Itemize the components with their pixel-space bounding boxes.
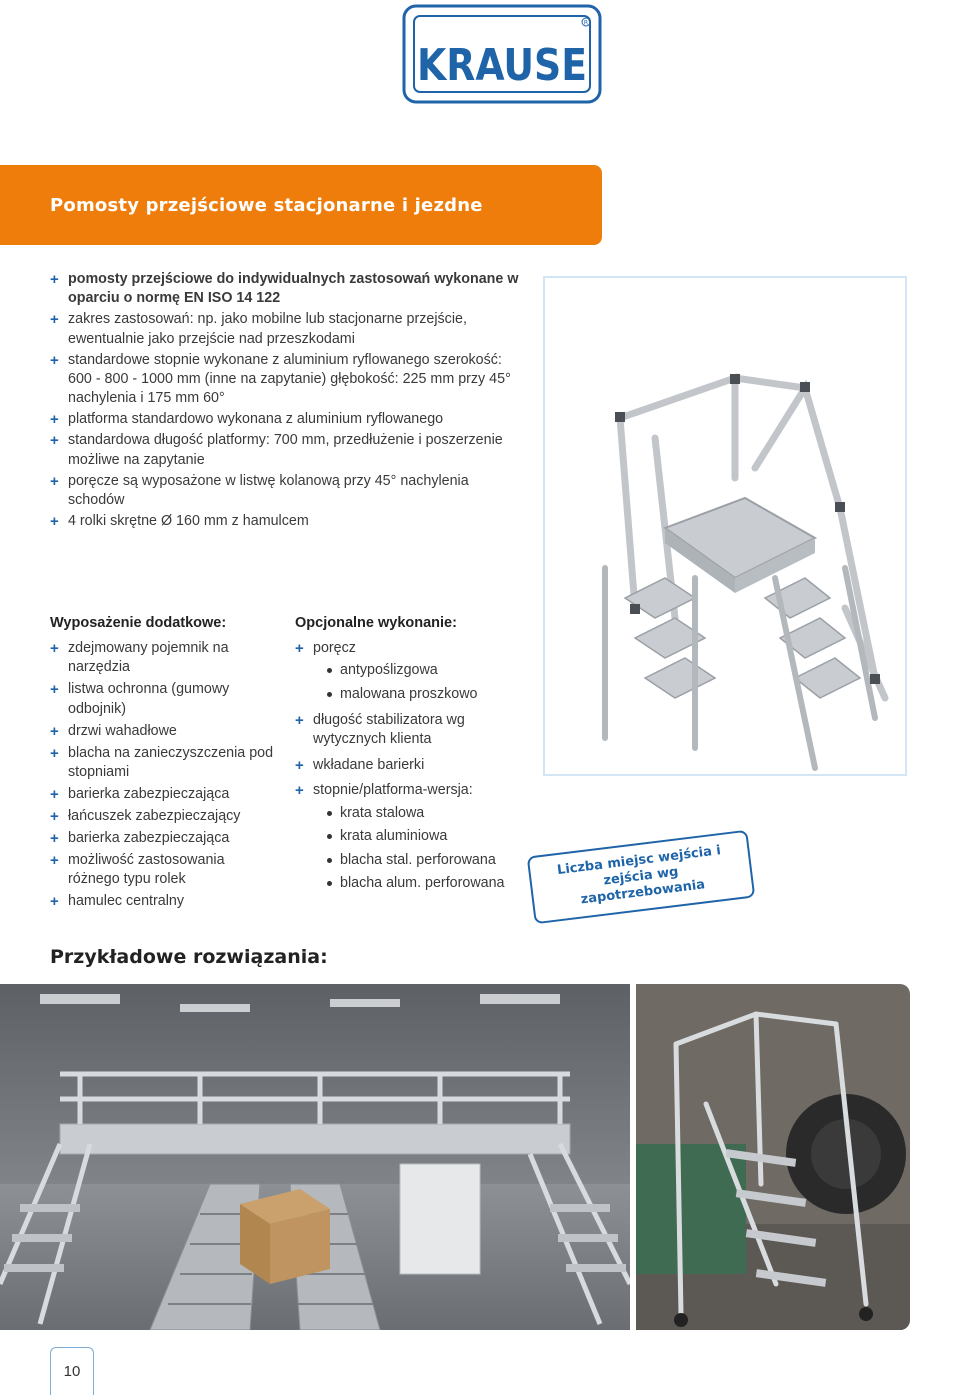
brand-logo [402, 4, 602, 104]
plus-icon: + [295, 782, 304, 800]
list-item: + stopnie/platforma-wersja: krata stalowa krata aluminiowa blacha stal. perforowana blacha alum. perforowana [295, 781, 525, 894]
plus-icon: + [50, 640, 59, 657]
plus-icon: + [50, 271, 59, 288]
plus-icon: + [50, 351, 59, 369]
sub-item: krata stalowa [340, 803, 525, 824]
feature-item: + standardowe stopnie wykonane z aluminium ryflowanego szerokość: 600 - 800 - 1000 mm (inne na zapytanie) głębokość: 225 mm przy 45° nachylenia i 175 mm 60° [50, 351, 511, 407]
list-item: + drzwi wahadłowe [50, 722, 177, 740]
page-number: 10 [63, 1363, 81, 1380]
example-photo-mobile-stairs [636, 984, 910, 1330]
badge-text: Liczba miejsc wejścia i zejścia wg zapotrzebowania [556, 843, 722, 908]
list-item: + barierka zabezpieczająca [50, 829, 230, 847]
list-item: + hamulec centralny [50, 892, 185, 910]
plus-icon: + [50, 311, 59, 329]
examples-heading: Przykładowe rozwiązania: [50, 946, 328, 968]
plus-icon: + [50, 785, 59, 803]
list-item: + barierka zabezpieczająca [50, 785, 230, 803]
list-item: + zdejmowany pojemnik na narzędzia [50, 640, 229, 676]
brand-logo-text: KRAUSE [417, 40, 587, 91]
plus-icon: + [50, 432, 59, 450]
plus-icon: + [50, 512, 59, 530]
info-badge [527, 830, 756, 925]
plus-icon: + [50, 829, 59, 847]
options-section [295, 615, 525, 900]
feature-item: + pomosty przejściowe do indywidualnych zastosowań wykonane w oparciu o normę EN ISO 14 122 [50, 271, 519, 307]
list-item: + wkładane barierki [295, 756, 425, 774]
sub-item: blacha stal. perforowana [340, 850, 525, 871]
plus-icon: + [50, 851, 59, 869]
list-item: + możliwość zastosowania różnego typu rolek [50, 851, 225, 887]
feature-item: + 4 rolki skrętne Ø 160 mm z hamulcem [50, 512, 309, 530]
page-number-tab [50, 1347, 94, 1395]
example-photo-conveyor-bridge [0, 984, 630, 1330]
page-title: Pomosty przejściowe stacjonarne i jezdne [50, 195, 483, 216]
options-heading: Opcjonalne wykonanie: [295, 615, 457, 631]
plus-icon: + [50, 472, 59, 490]
plus-icon: + [50, 681, 59, 699]
plus-icon: + [50, 892, 59, 910]
list-item: + blacha na zanieczyszczenia pod stopniami [50, 744, 274, 780]
feature-item: + platforma standardowo wykonana z aluminium ryflowanego [50, 411, 444, 429]
plus-icon: + [50, 411, 59, 429]
sub-item: malowana proszkowo [340, 684, 525, 705]
plus-icon: + [50, 722, 59, 740]
sub-item: antypoślizgowa [340, 660, 525, 681]
product-image [543, 276, 907, 776]
list-item: + łańcuszek zabezpieczający [50, 807, 241, 825]
feature-item: + zakres zastosowań: np. jako mobilne lub stacjonarne przejście, ewentualnie jako przejście nad przeszkodami [50, 311, 467, 347]
feature-list [50, 270, 520, 533]
plus-icon: + [295, 756, 304, 774]
feature-item: + poręcze są wyposażone w listwę kolanową przy 45° nachylenia schodów [50, 472, 469, 508]
svg-text:R: R [583, 19, 589, 27]
plus-icon: + [50, 807, 59, 825]
list-item: + długość stabilizatora wg wytycznych klienta [295, 711, 465, 748]
feature-item: + standardowa długość platformy: 700 mm, przedłużenie i poszerzenie możliwe na zapytanie [50, 432, 503, 468]
list-item: + listwa ochronna (gumowy odbojnik) [50, 681, 230, 717]
sub-item: krata aluminiowa [340, 826, 525, 847]
list-item: + poręcz antypoślizgowa malowana proszkowo [295, 639, 525, 705]
sub-item: blacha alum. perforowana [340, 873, 525, 894]
plus-icon: + [295, 640, 304, 657]
plus-icon: + [295, 711, 304, 729]
equipment-section [50, 615, 280, 914]
title-banner [0, 165, 602, 245]
equipment-heading: Wyposażenie dodatkowe: [50, 615, 227, 631]
plus-icon: + [50, 744, 59, 762]
